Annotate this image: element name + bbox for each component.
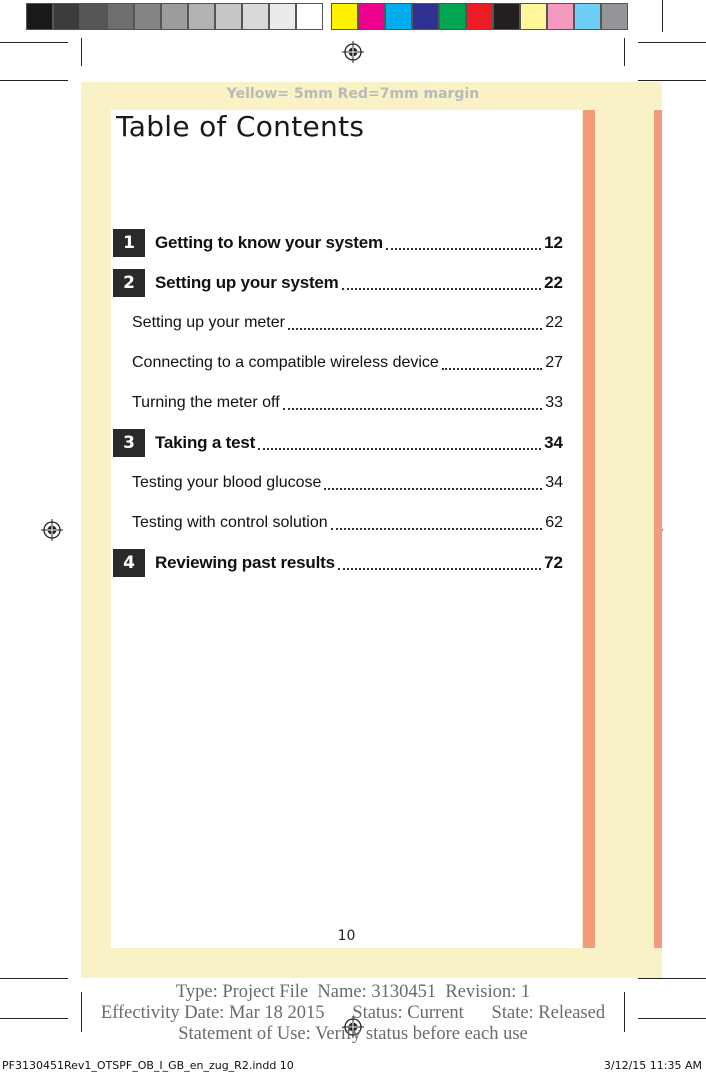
color-swatch: [80, 3, 107, 30]
color-swatch: [601, 3, 628, 30]
color-swatch: [215, 3, 242, 30]
dot-leader: [386, 248, 541, 250]
stamp-line-1: Type: Project File Name: 3130451 Revision: 1: [175, 982, 531, 1002]
toc-page-number: 34: [545, 474, 563, 491]
toc-page-number: 27: [545, 354, 563, 371]
toc-page-number: 22: [545, 314, 563, 331]
color-swatch: [385, 3, 412, 30]
color-swatch: [134, 3, 161, 30]
color-swatch: [439, 3, 466, 30]
color-swatch: [358, 3, 385, 30]
dot-leader: [338, 568, 541, 570]
toc-entry-title: Taking a test: [155, 433, 256, 452]
color-swatch: [26, 3, 53, 30]
toc-section-entry[interactable]: [113, 508, 563, 538]
color-swatch: [296, 3, 323, 30]
toc-page-number: 33: [545, 394, 563, 411]
toc-page-number: 62: [545, 514, 563, 531]
toc-section-entry[interactable]: [113, 468, 563, 498]
color-swatch: [520, 3, 547, 30]
color-swatch: [493, 3, 520, 30]
toc-chapter-entry[interactable]: [113, 428, 563, 458]
toc-section-entry[interactable]: [113, 388, 563, 418]
color-swatch: [53, 3, 80, 30]
toc-entry-title: Testing with control solution: [132, 514, 328, 531]
registration-mark-icon: [342, 41, 364, 63]
toc-page-number: 72: [544, 553, 563, 572]
toc-entry-title: Setting up your meter: [132, 314, 285, 331]
margin-note: Yellow= 5mm Red=7mm margin: [226, 86, 480, 102]
chapter-number-badge: 1: [113, 229, 145, 257]
toc-section-entry[interactable]: [113, 308, 563, 338]
chapter-number-badge: 3: [113, 429, 145, 457]
stamp-line-3: Statement of Use: Verify status before each use: [178, 1024, 528, 1044]
toc-entry-title: Turning the meter off: [132, 394, 280, 411]
color-swatch: [242, 3, 269, 30]
dot-leader: [442, 368, 542, 370]
toc-chapter-entry[interactable]: [113, 548, 563, 578]
toc-chapter-entry[interactable]: [113, 268, 563, 298]
color-calibration-bar: [26, 3, 628, 32]
dot-leader: [331, 528, 543, 530]
page-number: 10: [337, 928, 356, 944]
color-swatch: [412, 3, 439, 30]
toc-entry-title: Reviewing past results: [155, 553, 335, 572]
red-margin-guide: [583, 110, 595, 948]
toc-page-number: 12: [544, 233, 563, 252]
dot-leader: [342, 288, 541, 290]
slug-datetime: 3/12/15 11:35 AM: [603, 1059, 702, 1072]
page-title: Table of Contents: [116, 110, 365, 143]
registration-mark-icon: [41, 519, 63, 541]
color-swatch: [269, 3, 296, 30]
dot-leader: [288, 328, 542, 330]
toc-page-number: 34: [544, 433, 563, 452]
color-swatch: [188, 3, 215, 30]
dot-leader: [258, 448, 541, 450]
dot-leader: [283, 408, 543, 410]
chapter-number-badge: 2: [113, 269, 145, 297]
dot-leader: [324, 488, 542, 490]
stamp-line-2: Effectivity Date: Mar 18 2015 Status: Current State: Released: [100, 1003, 606, 1023]
color-swatch: [331, 3, 358, 30]
toc-entry-title: Setting up your system: [155, 273, 339, 292]
toc-entry-title: Testing your blood glucose: [132, 474, 322, 491]
toc-section-entry[interactable]: [113, 348, 563, 378]
toc-page-number: 22: [544, 273, 563, 292]
red-margin-guide: [654, 110, 662, 948]
toc-entry-title: Connecting to a compatible wireless device: [132, 354, 439, 371]
toc-chapter-entry[interactable]: [113, 228, 563, 258]
color-swatch: [574, 3, 601, 30]
color-swatch: [547, 3, 574, 30]
color-swatch: [161, 3, 188, 30]
color-swatch: [107, 3, 134, 30]
slug-filename: PF3130451Rev1_OTSPF_OB_I_GB_en_zug_R2.indd 10: [2, 1059, 294, 1072]
toc-entry-title: Getting to know your system: [155, 233, 383, 252]
chapter-number-badge: 4: [113, 549, 145, 577]
color-swatch: [466, 3, 493, 30]
